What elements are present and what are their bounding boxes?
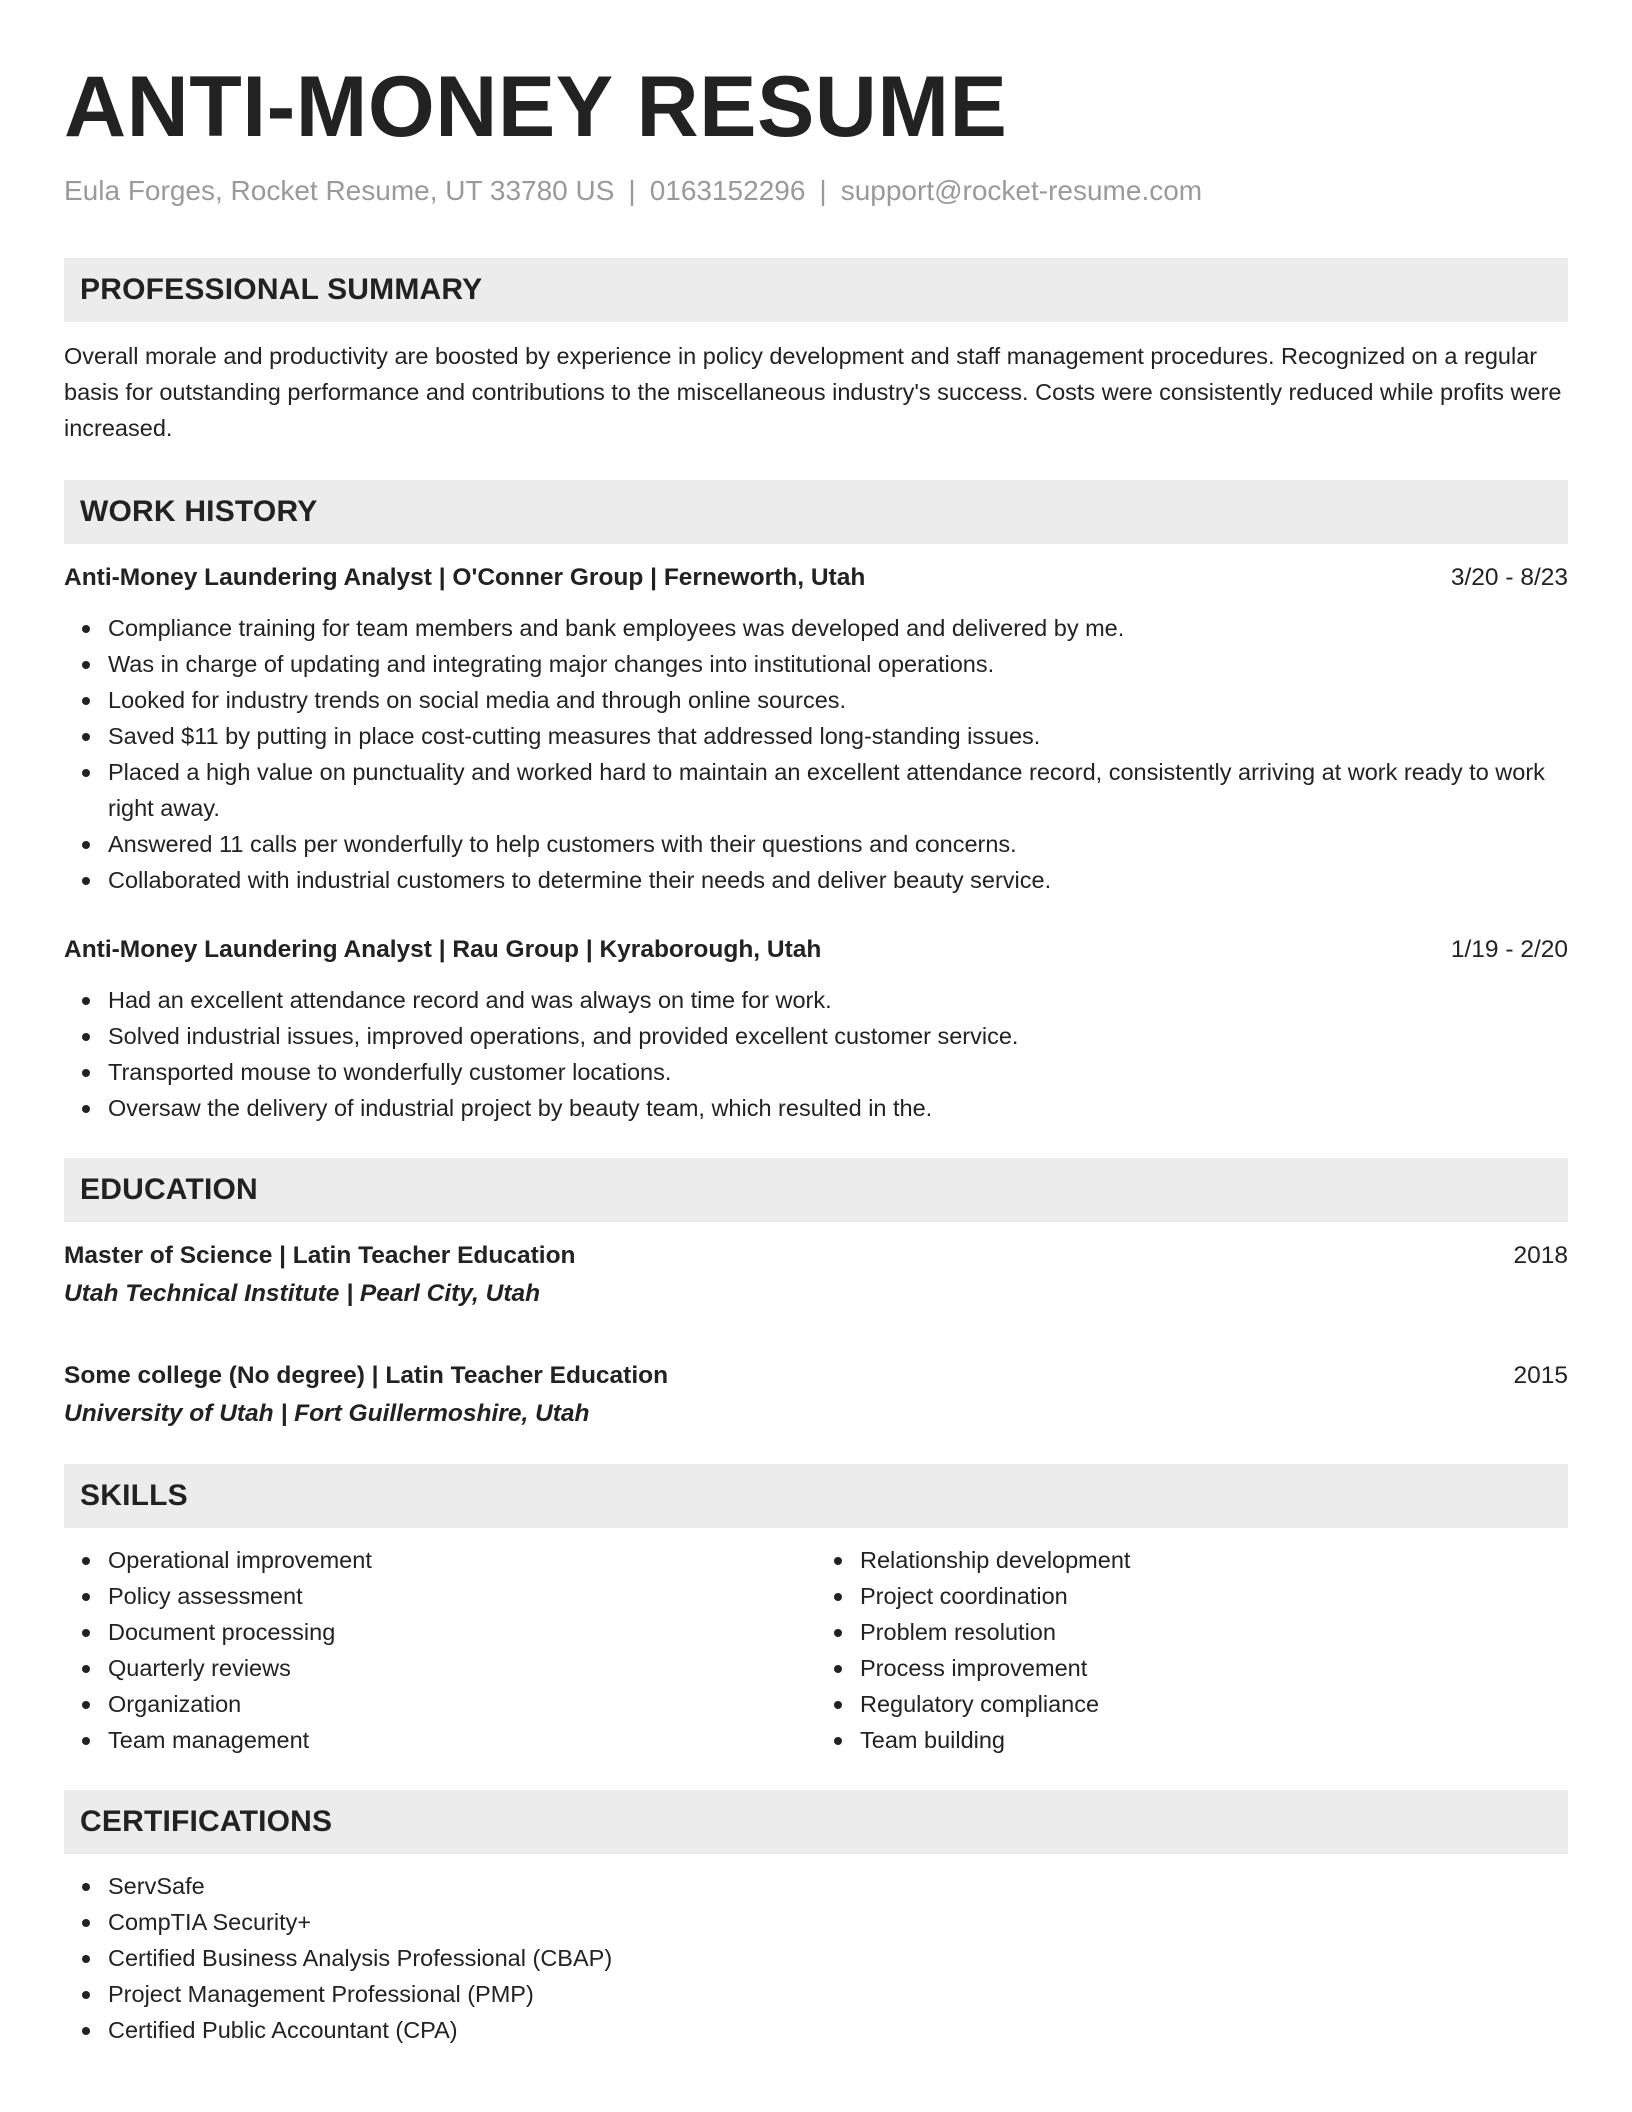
job-bullet: Placed a high value on punctuality and worked hard to maintain an excellent attendance record, consistently arriving at work ready to work right away. (108, 754, 1568, 826)
education-year: 2015 (1513, 1361, 1568, 1389)
certification-item: Project Management Professional (PMP) (108, 1976, 1568, 2012)
contact-email: support@rocket-resume.com (840, 175, 1203, 206)
certification-item: Certified Business Analysis Professional (CBAP) (108, 1940, 1568, 1976)
skill-item: Team building (860, 1722, 1568, 1758)
job-bullets (64, 982, 1568, 1126)
education-header (64, 1358, 1568, 1394)
skill-item: Relationship development (860, 1542, 1568, 1578)
job-title: Anti-Money Laundering Analyst | Rau Group | Kyraborough, Utah (64, 935, 822, 963)
job-header (64, 560, 1568, 596)
contact-separator: | (628, 175, 636, 206)
skill-item: Organization (108, 1686, 816, 1722)
section-header-skills: SKILLS (64, 1464, 1568, 1528)
section-header-education: EDUCATION (64, 1158, 1568, 1222)
skill-item: Process improvement (860, 1650, 1568, 1686)
skill-item: Policy assessment (108, 1578, 816, 1614)
certification-item: Certified Public Accountant (CPA) (108, 2012, 1568, 2048)
education-entry (64, 1238, 1568, 1312)
section-header-work-history: WORK HISTORY (64, 480, 1568, 544)
job-dates: 1/19 - 2/20 (1450, 935, 1568, 963)
education-school: Utah Technical Institute | Pearl City, Utah (64, 1279, 541, 1307)
skill-item: Quarterly reviews (108, 1650, 816, 1686)
job-bullet: Solved industrial issues, improved operations, and provided excellent customer service. (108, 1018, 1568, 1054)
summary-text: Overall morale and productivity are boosted by experience in policy development and staff management procedures. Recognized on a regular basis for outstanding performance and contributions to the miscellaneous industry's success. Costs were consistently reduced while profits were increased. (64, 342, 1562, 441)
certification-item: CompTIA Security+ (108, 1904, 1568, 1940)
job-title: Anti-Money Laundering Analyst | O'Conner Group | Ferneworth, Utah (64, 563, 866, 591)
skill-item: Regulatory compliance (860, 1686, 1568, 1722)
job-dates: 3/20 - 8/23 (1450, 563, 1568, 591)
contact-line (64, 174, 1568, 208)
education-header (64, 1238, 1568, 1274)
job-bullet: Saved $11 by putting in place cost-cutting measures that addressed long-standing issues. (108, 718, 1568, 754)
job-entry (64, 932, 1568, 1126)
skill-item: Project coordination (860, 1578, 1568, 1614)
job-entry (64, 560, 1568, 898)
job-bullet: Collaborated with industrial customers to determine their needs and deliver beauty service. (108, 862, 1568, 898)
skill-item: Operational improvement (108, 1542, 816, 1578)
job-bullet: Had an excellent attendance record and was always on time for work. (108, 982, 1568, 1018)
section-header-summary: PROFESSIONAL SUMMARY (64, 258, 1568, 322)
contact-separator: | (819, 175, 827, 206)
education-degree: Master of Science | Latin Teacher Education (64, 1241, 576, 1269)
skills-column-left (64, 1542, 816, 1758)
education-entry (64, 1358, 1568, 1432)
skills-column-right (816, 1542, 1568, 1758)
skill-item: Document processing (108, 1614, 816, 1650)
job-bullets (64, 610, 1568, 898)
job-bullet: Was in charge of updating and integrating major changes into institutional operations. (108, 646, 1568, 682)
job-header (64, 932, 1568, 968)
contact-phone: 0163152296 (649, 175, 806, 206)
job-bullet: Looked for industry trends on social media and through online sources. (108, 682, 1568, 718)
skills-grid (64, 1542, 1568, 1758)
job-bullet: Compliance training for team members and bank employees was developed and delivered by me. (108, 610, 1568, 646)
education-year: 2018 (1513, 1241, 1568, 1269)
job-bullet: Answered 11 calls per wonderfully to help customers with their questions and concerns. (108, 826, 1568, 862)
skill-item: Team management (108, 1722, 816, 1758)
job-bullet: Oversaw the delivery of industrial project by beauty team, which resulted in the. (108, 1090, 1568, 1126)
education-school: University of Utah | Fort Guillermoshire, Utah (64, 1399, 590, 1427)
education-degree: Some college (No degree) | Latin Teacher Education (64, 1361, 669, 1389)
contact-address: Eula Forges, Rocket Resume, UT 33780 US (64, 175, 615, 206)
section-header-certifications: CERTIFICATIONS (64, 1790, 1568, 1854)
skill-item: Problem resolution (860, 1614, 1568, 1650)
job-bullet: Transported mouse to wonderfully customer locations. (108, 1054, 1568, 1090)
resume-title: ANTI-MONEY RESUME (64, 59, 1008, 155)
certifications-list (64, 1868, 1568, 2048)
certification-item: ServSafe (108, 1868, 1568, 1904)
